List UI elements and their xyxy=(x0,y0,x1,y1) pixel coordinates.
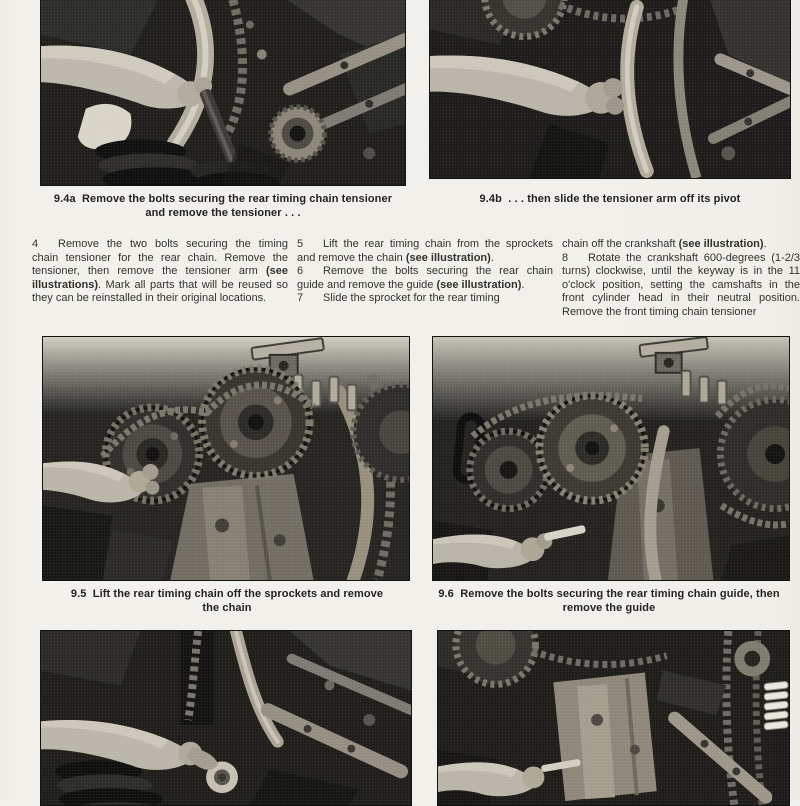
text-column-1 xyxy=(32,238,288,320)
procedure-text xyxy=(32,238,798,320)
photo-9-6 xyxy=(432,336,790,581)
caption-9-4a: 9.4a Remove the bolts securing the rear timing chain tensioner and remove the tensioner . . . xyxy=(53,193,393,219)
step-8: 8 Rotate the crankshaft 600-degrees (1-2/3 turns) clockwise, until the keyway is in the 11 o'clock position, setting the camshafts in the front cylinder head in their neutral position. Remove the front timing chain tensioner xyxy=(562,251,800,318)
step-5: 5 Lift the rear timing chain from the sprockets and remove the chain (see illustration). xyxy=(297,238,553,264)
step-7: 7 Slide the sprocket for the rear timing xyxy=(297,292,500,305)
caption-9-6: 9.6 Remove the bolts securing the rear timing chain guide, then remove the guide xyxy=(438,588,780,614)
photo-9-4b-image xyxy=(430,0,790,178)
photo-bottom-left xyxy=(40,630,412,806)
text-column-3 xyxy=(562,238,800,320)
step-6: 6 Remove the bolts securing the rear chain guide and remove the guide (see illustration). xyxy=(297,265,553,291)
photo-bottom-right-image xyxy=(438,631,789,805)
photo-9-4b xyxy=(429,0,791,179)
photo-9-5-image xyxy=(43,337,409,580)
photo-9-5 xyxy=(42,336,410,581)
photo-9-4a-image xyxy=(41,0,405,185)
photo-bottom-right xyxy=(437,630,790,806)
step-7-continued: chain off the crankshaft (see illustration). xyxy=(562,238,767,250)
step-4: 4 Remove the two bolts securing the timing chain tensioner for the rear chain. Remove the tensioner, then remove the tensioner arm (see illustrations). Mark all parts that will be reused so they can be reinstalled in their original locations. xyxy=(32,238,288,305)
photo-bottom-left-image xyxy=(41,631,411,805)
text-column-2 xyxy=(297,238,553,320)
caption-9-4b: 9.4b . . . then slide the tensioner arm off its pivot xyxy=(479,193,741,205)
photo-9-4a xyxy=(40,0,406,186)
caption-9-5: 9.5 Lift the rear timing chain off the sprockets and remove the chain xyxy=(70,588,384,614)
photo-9-6-image xyxy=(433,337,789,580)
